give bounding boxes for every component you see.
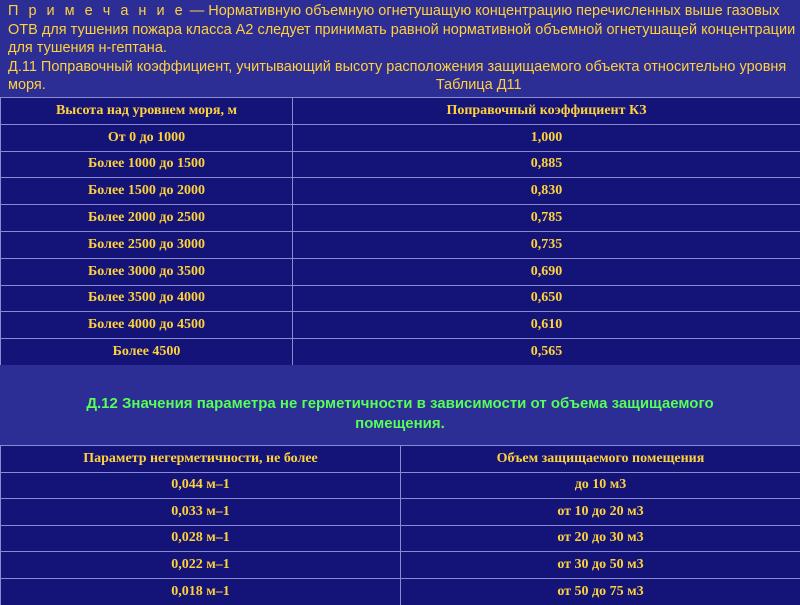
leakage-cell: 0,033 м–1 [1,499,401,526]
column-header-leakage: Параметр негерметичности, не более [1,446,401,473]
leakage-cell: 0,044 м–1 [1,472,401,499]
altitude-cell: Более 4000 до 4500 [1,312,293,339]
column-header-altitude: Высота над уровнем моря, м [1,98,293,125]
table-row [1,178,800,205]
section-d12-title-line: помещения. [0,414,800,434]
volume-cell: от 10 до 20 м3 [401,499,800,526]
altitude-cell: От 0 до 1000 [1,124,293,151]
altitude-cell: Более 2500 до 3000 [1,231,293,258]
d11-caption-paragraph [8,58,798,95]
coefficient-cell: 0,650 [293,285,800,312]
note-text: — Нормативную объемную огнетушащую концентрацию перечисленных выше газовых ОТВ для тушения пожара класса А2 следует принимать равной нормативной объемной огнетушащей концентрации для тушения н-гептана. [8,3,795,56]
leakage-cell: 0,022 м–1 [1,552,401,579]
section-d12-title-line: Д.12 Значения параметра не герметичности в зависимости от объема защищаемого [0,394,800,414]
volume-cell: от 30 до 50 м3 [401,552,800,579]
coefficient-cell: 0,785 [293,205,800,232]
coefficient-cell: 0,610 [293,312,800,339]
table-row [1,472,800,499]
altitude-cell: Более 2000 до 2500 [1,205,293,232]
table-row [1,151,800,178]
table-row [1,499,800,526]
coefficient-cell: 0,735 [293,231,800,258]
table-header-row [1,446,800,473]
table-row [1,258,800,285]
table-row [1,552,800,579]
table-row [1,339,800,366]
table-row [1,285,800,312]
altitude-cell: Более 1000 до 1500 [1,151,293,178]
coefficient-cell: 0,885 [293,151,800,178]
leakage-cell: 0,028 м–1 [1,525,401,552]
altitude-cell: Более 3500 до 4000 [1,285,293,312]
leakage-cell: 0,018 м–1 [1,578,401,605]
table-row [1,578,800,605]
volume-cell: от 20 до 30 м3 [401,525,800,552]
note-paragraph [8,2,798,58]
table-row [1,205,800,232]
section-d12-title [0,394,800,434]
coefficient-cell: 0,830 [293,178,800,205]
altitude-cell: Более 4500 [1,339,293,366]
column-header-coefficient: Поправочный коэффициент КЗ [293,98,800,125]
table-row [1,525,800,552]
table-header-row [1,98,800,125]
table-row [1,231,800,258]
d11-caption: Д.11 Поправочный коэффициент, учитывающий высоту расположения защищаемого объекта относительно уровня моря. [8,59,786,94]
table-d11 [0,97,800,365]
column-header-volume: Объем защищаемого помещения [401,446,800,473]
table-row [1,124,800,151]
volume-cell: от 50 до 75 м3 [401,578,800,605]
note-block [8,2,798,95]
coefficient-cell: 0,565 [293,339,800,366]
note-prefix: П р и м е ч а н и е [8,3,186,19]
coefficient-cell: 1,000 [293,124,800,151]
table-d11-ref: Таблица Д11 [436,76,522,95]
coefficient-cell: 0,690 [293,258,800,285]
altitude-cell: Более 3000 до 3500 [1,258,293,285]
table-row [1,312,800,339]
table-d12 [0,445,800,605]
altitude-cell: Более 1500 до 2000 [1,178,293,205]
volume-cell: до 10 м3 [401,472,800,499]
